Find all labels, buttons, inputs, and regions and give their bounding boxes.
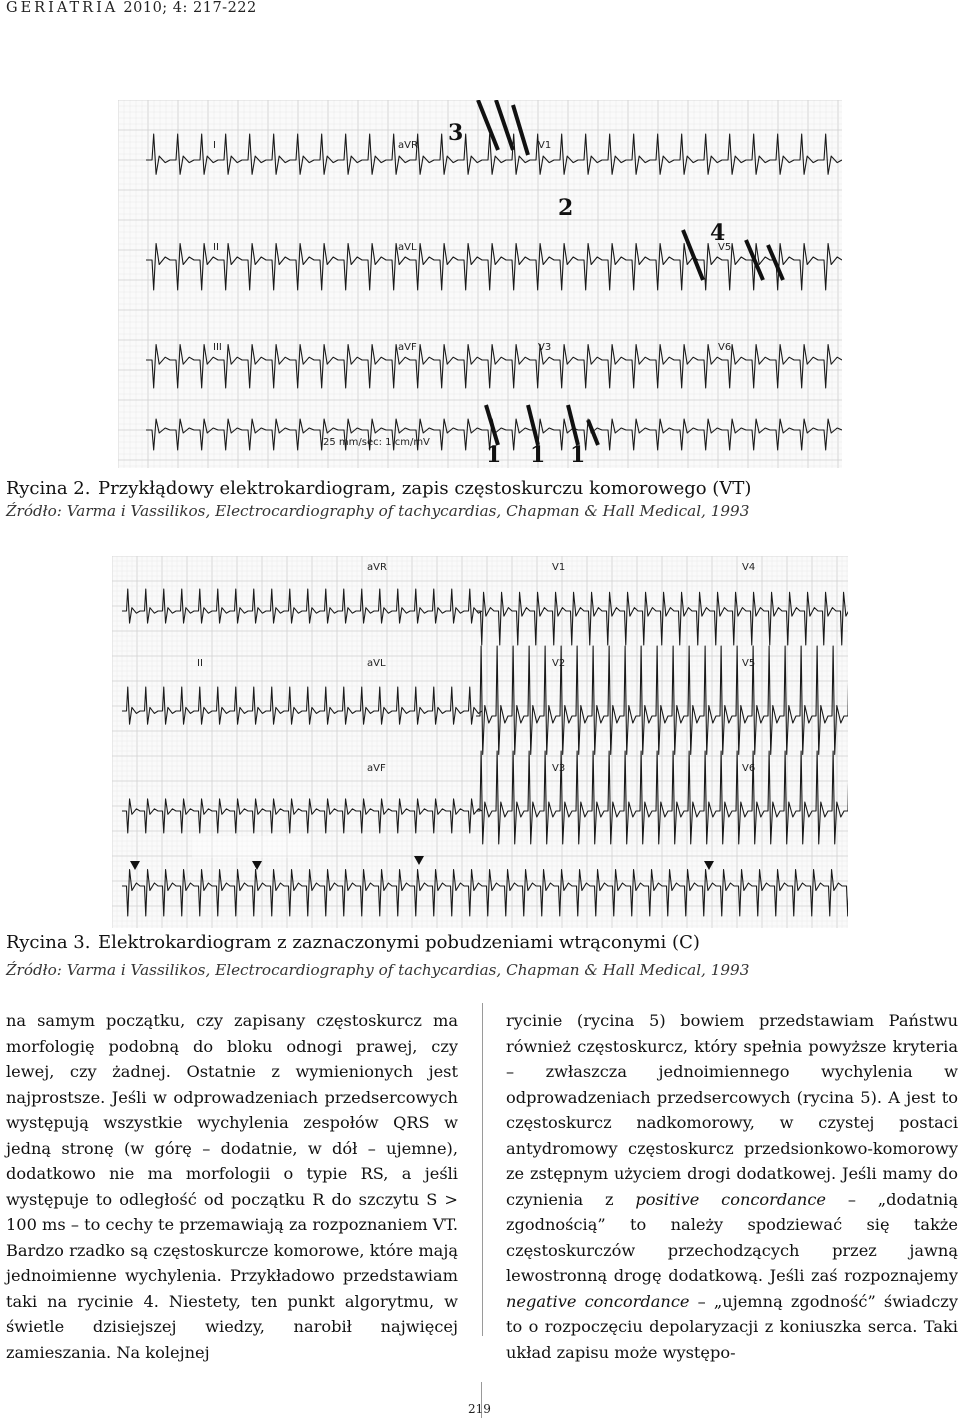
lead-label: aVR (398, 140, 418, 151)
triangle-marker (704, 861, 714, 870)
lead-label: aVF (398, 342, 417, 353)
arrow-marker (528, 405, 538, 445)
term-positive-concordance: positive concordance (635, 1189, 827, 1209)
lead-label: V1 (538, 140, 552, 151)
triangle-marker (130, 861, 140, 870)
journal-issue: 2010; 4: 217-222 (123, 0, 257, 16)
arrow-marker (486, 405, 498, 445)
figure-3-caption (6, 932, 700, 953)
arrow-marker (568, 405, 578, 445)
lead-label: V3 (538, 342, 552, 353)
arrow-marker (496, 100, 513, 150)
lead-label: V6 (742, 763, 756, 774)
figure-2-caption-text: Przykłądowy elektrokardiogram, zapis częstoskurczu komorowego (VT) (98, 478, 752, 499)
figure-3-ecg (112, 556, 848, 928)
left-paragraph: na samym początku, czy zapisany częstoskurcz ma morfologię podobną do bloku odnogi prawej, czy lewej, czy żadnej. Ostatnie z wymienionych jest najprostsze. Jeśli w odprowadzeniach przedsercowych występują wszystkie wychylenia zespołów QRS w jedną stronę (w górę – dodatnie, w dół – ujemne), dodatkowo nie ma morfologii o typie RS, a jeśli występuje to odległość od początku R do szczytu S > 100 ms – to cechy te przemawiają za rozpoznaniem VT. Bardzo rzadko są częstoskurcze komorowe, które mają jednoimienne wychylenia. Przykładowo przedstawiam taki na rycinie 4. Niestety, ten punkt algorytmu, w świetle dzisiejszej wiedzy, narobił najwięcej zamieszania. Na kolejnej (6, 1011, 458, 1362)
arrow-marker (478, 100, 498, 150)
figure-3-caption-text: Elektrokardiogram z zaznaczonymi pobudzeniami wtrąconymi (C) (98, 932, 700, 953)
right-paragraph (506, 1008, 958, 1365)
figure-3-source: Źródło: Varma i Vassilikos, Electrocardiography of tachycardias, Chapman & Hall Medical, 1993 (6, 961, 750, 979)
lead-label: aVR (367, 562, 387, 573)
annotation-box (192, 836, 310, 858)
lead-label: V5 (742, 658, 756, 669)
right-text-1: rycinie (rycina 5) bowiem przedstawiam Państwu również częstoskurcz, który spełnia powyższe kryteria – zwłaszcza jednoimiennego wychylenia w odprowadzeniach przedsercowych (rycina 5). A jest to częstoskurcz nadkomorowy, w czystej postaci antydromowy częstoskurcz przedsionkowo-komorowy ze zstępnym użyciem drogi dodatkowej. Jeśli mamy do czynienia z (506, 1011, 958, 1209)
calibration-label: 25 mm/sec: 1 cm/mV (323, 437, 430, 448)
lead-label: aVL (398, 242, 417, 253)
page-number: 219 (468, 1402, 491, 1416)
lead-label: II (213, 242, 219, 253)
lead-label: V1 (552, 562, 566, 573)
column-divider (482, 1003, 483, 1336)
lead-label: I (213, 140, 216, 151)
lead-label: V5 (718, 242, 732, 253)
triangle-marker (414, 856, 424, 865)
arrow-marker-label: 1 (570, 442, 586, 468)
arrow-marker-label: 3 (448, 120, 464, 146)
arrow-marker-label: 2 (558, 195, 574, 221)
right-text-2: – „dodatnią zgodnością” to należy spodziewać się także częstoskurczów przechodzących przez jawną lewostronną drogę dodatkową. Jeśli zaś rozpoznajemy (506, 1189, 958, 1285)
figure-2-ecg (118, 100, 842, 468)
body-column-right (506, 1008, 958, 1365)
term-negative-concordance: negative concordance (506, 1291, 690, 1311)
lead-label: III (213, 342, 222, 353)
right-text-3: – „ujemną zgodność” świadczy to o rozpoczęciu depolaryzacji z koniuszka serca. Taki układ zapisu może występo- (506, 1291, 958, 1362)
figure-2-source: Źródło: Varma i Vassilikos, Electrocardiography of tachycardias, Chapman & Hall Medical, 1993 (6, 502, 750, 520)
arrow-marker-label: 1 (486, 442, 502, 468)
lead-label: V2 (552, 658, 566, 669)
figure-2-caption (6, 478, 751, 499)
triangle-marker (252, 861, 262, 870)
ecg-trace-row-2 (146, 244, 842, 291)
lead-label: aVL (367, 658, 386, 669)
lead-label: V3 (552, 763, 566, 774)
running-header (6, 0, 257, 16)
arrow-marker-label: 1 (530, 442, 546, 468)
lead-label: V4 (742, 562, 756, 573)
lead-label: II (197, 658, 203, 669)
arrow-marker (588, 420, 598, 445)
lead-label: V6 (718, 342, 732, 353)
figure-3-label: Rycina 3. (6, 932, 91, 953)
ecg-image-fig2 (118, 100, 842, 468)
ecg-image-fig3 (112, 556, 848, 928)
ecg-trace-row-3 (146, 345, 842, 388)
arrow-marker-label: 4 (710, 220, 726, 246)
figure-2-label: Rycina 2. (6, 478, 91, 499)
body-column-left (6, 1008, 458, 1365)
lead-label: aVF (367, 763, 386, 774)
ecg-trace-row-4 (122, 870, 848, 917)
journal-name: GERIATRIA (6, 0, 119, 16)
